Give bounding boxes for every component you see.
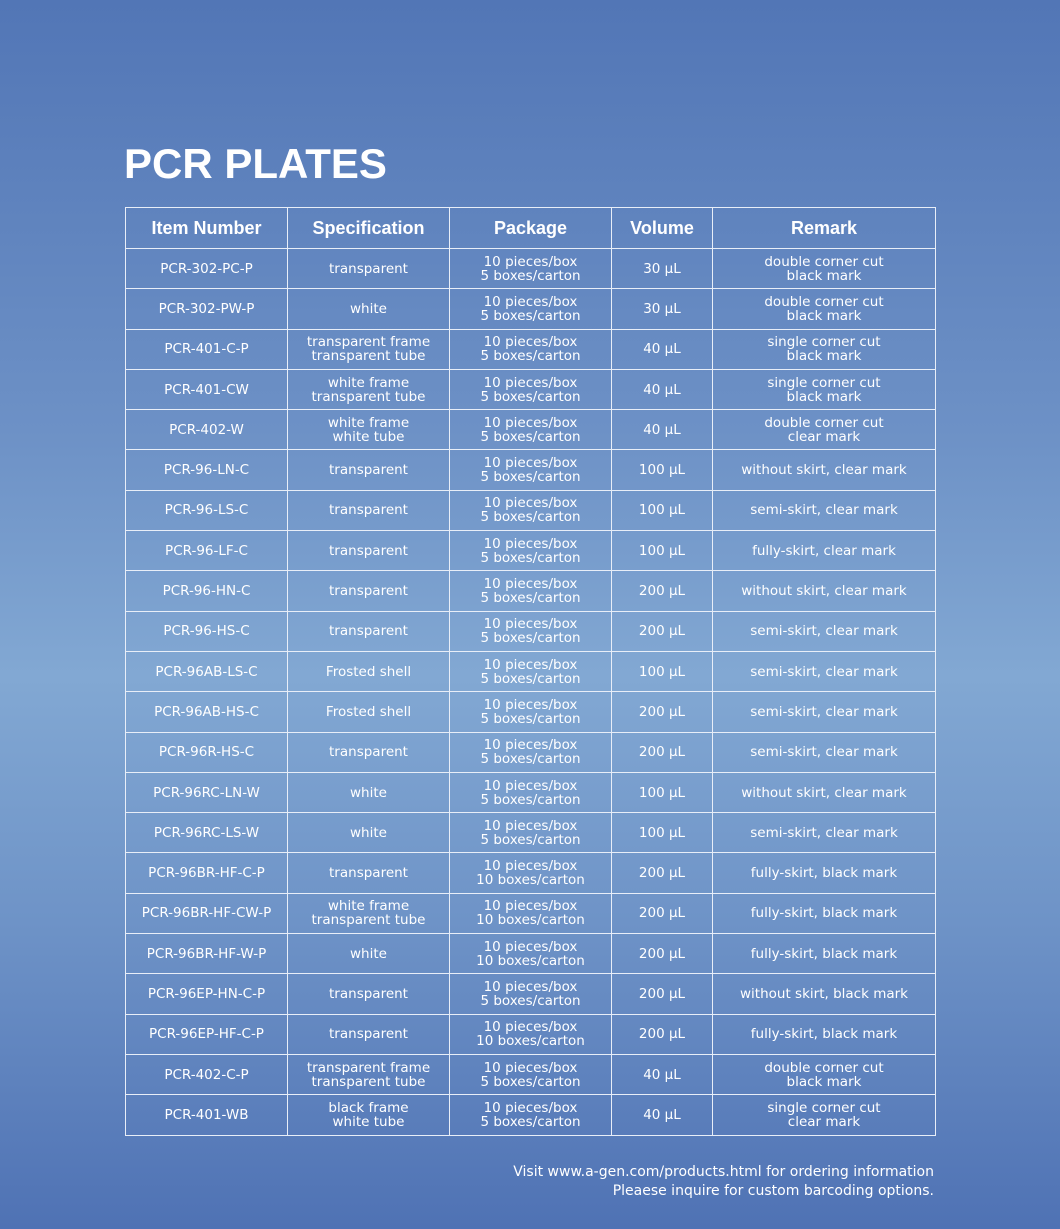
volume-cell: 30 μL xyxy=(612,249,713,289)
volume-cell: 100 μL xyxy=(612,450,713,490)
package-cell-line: 10 boxes/carton xyxy=(476,912,585,929)
specification-cell xyxy=(288,732,450,772)
remark-cell xyxy=(713,893,936,933)
remark-cell-line: semi-skirt, clear mark xyxy=(750,703,898,720)
specification-cell xyxy=(288,974,450,1014)
package-cell-line: 5 boxes/carton xyxy=(480,267,581,284)
volume-cell: 40 μL xyxy=(612,1054,713,1094)
table-row xyxy=(126,410,936,450)
table-row xyxy=(126,249,936,289)
item-number-cell: PCR-96RC-LN-W xyxy=(126,772,288,812)
table-row xyxy=(126,1054,936,1094)
remark-cell xyxy=(713,571,936,611)
pcr-plates-table xyxy=(125,207,936,1136)
volume-cell: 100 μL xyxy=(612,490,713,530)
specification-cell-line: transparent xyxy=(329,623,408,640)
package-cell xyxy=(450,611,612,651)
header-volume: Volume xyxy=(612,208,713,249)
table-row xyxy=(126,893,936,933)
item-number-cell: PCR-96-LF-C xyxy=(126,531,288,571)
package-cell-line: 10 pieces/box xyxy=(483,858,578,875)
package-cell-line: 10 pieces/box xyxy=(483,898,578,915)
specification-cell-line: white tube xyxy=(332,1113,405,1130)
volume-cell: 40 μL xyxy=(612,1095,713,1135)
specification-cell-line: Frosted shell xyxy=(325,663,412,680)
specification-cell-line: transparent tube xyxy=(311,348,426,365)
package-cell xyxy=(450,369,612,409)
package-cell-line: 10 pieces/box xyxy=(483,334,578,351)
package-cell-line: 5 boxes/carton xyxy=(480,791,581,808)
table-row xyxy=(126,732,936,772)
package-cell xyxy=(450,732,612,772)
volume-cell: 200 μL xyxy=(612,893,713,933)
remark-cell xyxy=(713,934,936,974)
remark-cell-line: fully-skirt, black mark xyxy=(750,865,898,882)
remark-cell xyxy=(713,289,936,329)
specification-cell xyxy=(288,1014,450,1054)
package-cell xyxy=(450,692,612,732)
volume-cell: 200 μL xyxy=(612,611,713,651)
volume-cell: 200 μL xyxy=(612,571,713,611)
volume-cell: 200 μL xyxy=(612,732,713,772)
specification-cell xyxy=(288,289,450,329)
remark-cell-line: black mark xyxy=(786,388,862,405)
remark-cell xyxy=(713,974,936,1014)
remark-cell-line: black mark xyxy=(786,348,862,365)
table-header-row xyxy=(126,208,936,249)
table-row xyxy=(126,289,936,329)
remark-cell xyxy=(713,1095,936,1135)
package-cell xyxy=(450,1054,612,1094)
package-cell xyxy=(450,813,612,853)
volume-cell: 100 μL xyxy=(612,813,713,853)
item-number-cell: PCR-96-HN-C xyxy=(126,571,288,611)
package-cell-line: 10 pieces/box xyxy=(483,696,578,713)
specification-cell xyxy=(288,853,450,893)
specification-cell-line: transparent xyxy=(329,744,408,761)
specification-cell xyxy=(288,1054,450,1094)
header-remark: Remark xyxy=(713,208,936,249)
specification-cell-line: transparent xyxy=(329,583,408,600)
remark-cell-line: fully-skirt, black mark xyxy=(750,905,898,922)
table-row xyxy=(126,934,936,974)
remark-cell-line: fully-skirt, black mark xyxy=(750,1026,898,1043)
package-cell xyxy=(450,531,612,571)
package-cell xyxy=(450,651,612,691)
volume-cell: 40 μL xyxy=(612,410,713,450)
remark-cell-line: semi-skirt, clear mark xyxy=(750,502,898,519)
volume-cell: 40 μL xyxy=(612,329,713,369)
remark-cell xyxy=(713,732,936,772)
package-cell-line: 10 pieces/box xyxy=(483,978,578,995)
package-cell-line: 10 boxes/carton xyxy=(476,1033,585,1050)
package-cell-line: 5 boxes/carton xyxy=(480,1113,581,1130)
remark-cell-line: semi-skirt, clear mark xyxy=(750,663,898,680)
package-cell-line: 5 boxes/carton xyxy=(480,992,581,1009)
header-specification: Specification xyxy=(288,208,450,249)
table-row xyxy=(126,692,936,732)
item-number-cell: PCR-302-PC-P xyxy=(126,249,288,289)
remark-cell-line: semi-skirt, clear mark xyxy=(750,744,898,761)
specification-cell xyxy=(288,249,450,289)
table-row xyxy=(126,1014,936,1054)
specification-cell-line: Frosted shell xyxy=(325,703,412,720)
specification-cell-line: white frame xyxy=(327,414,410,431)
table-row xyxy=(126,329,936,369)
specification-cell xyxy=(288,531,450,571)
specification-cell-line: transparent frame xyxy=(306,1059,431,1076)
table-row xyxy=(126,571,936,611)
package-cell-line: 5 boxes/carton xyxy=(480,1073,581,1090)
package-cell-line: 10 boxes/carton xyxy=(476,952,585,969)
remark-cell-line: single corner cut xyxy=(767,374,881,391)
item-number-cell: PCR-96EP-HF-C-P xyxy=(126,1014,288,1054)
item-number-cell: PCR-96RC-LS-W xyxy=(126,813,288,853)
remark-cell-line: double corner cut xyxy=(764,293,884,310)
remark-cell xyxy=(713,329,936,369)
item-number-cell: PCR-401-CW xyxy=(126,369,288,409)
package-cell xyxy=(450,1014,612,1054)
package-cell xyxy=(450,893,612,933)
footer-note xyxy=(513,1163,934,1201)
specification-cell-line: transparent xyxy=(329,865,408,882)
remark-cell-line: double corner cut xyxy=(764,414,884,431)
remark-cell xyxy=(713,611,936,651)
package-cell-line: 10 pieces/box xyxy=(483,253,578,270)
package-cell-line: 10 pieces/box xyxy=(483,777,578,794)
package-cell-line: 5 boxes/carton xyxy=(480,630,581,647)
package-cell-line: 10 pieces/box xyxy=(483,737,578,754)
volume-cell: 200 μL xyxy=(612,1014,713,1054)
item-number-cell: PCR-402-C-P xyxy=(126,1054,288,1094)
specification-cell xyxy=(288,369,450,409)
item-number-cell: PCR-96EP-HN-C-P xyxy=(126,974,288,1014)
specification-cell-line: white xyxy=(350,824,387,841)
package-cell-line: 10 pieces/box xyxy=(483,1019,578,1036)
table-row xyxy=(126,490,936,530)
specification-cell-line: white frame xyxy=(327,898,410,915)
specification-cell-line: white tube xyxy=(332,428,405,445)
footer-barcoding-note: Pleaese inquire for custom barcoding options. xyxy=(612,1183,934,1199)
package-cell-line: 10 pieces/box xyxy=(483,414,578,431)
volume-cell: 40 μL xyxy=(612,369,713,409)
volume-cell: 200 μL xyxy=(612,974,713,1014)
remark-cell-line: without skirt, clear mark xyxy=(741,462,907,479)
item-number-cell: PCR-96BR-HF-CW-P xyxy=(126,893,288,933)
footer-ordering-info: Visit www.a-gen.com/products.html for ordering information xyxy=(513,1164,934,1180)
package-cell-line: 5 boxes/carton xyxy=(480,590,581,607)
package-cell-line: 5 boxes/carton xyxy=(480,469,581,486)
header-item-number: Item Number xyxy=(126,208,288,249)
item-number-cell: PCR-96-HS-C xyxy=(126,611,288,651)
package-cell-line: 5 boxes/carton xyxy=(480,348,581,365)
package-cell-line: 10 pieces/box xyxy=(483,656,578,673)
remark-cell xyxy=(713,813,936,853)
remark-cell-line: double corner cut xyxy=(764,253,884,270)
package-cell-line: 5 boxes/carton xyxy=(480,549,581,566)
package-cell-line: 5 boxes/carton xyxy=(480,831,581,848)
remark-cell-line: without skirt, black mark xyxy=(740,985,908,1002)
remark-cell xyxy=(713,1054,936,1094)
item-number-cell: PCR-96-LS-C xyxy=(126,490,288,530)
package-cell xyxy=(450,853,612,893)
remark-cell-line: semi-skirt, clear mark xyxy=(750,623,898,640)
package-cell xyxy=(450,974,612,1014)
header-package: Package xyxy=(450,208,612,249)
remark-cell-line: clear mark xyxy=(787,1113,861,1130)
remark-cell-line: black mark xyxy=(786,307,862,324)
volume-cell: 200 μL xyxy=(612,692,713,732)
package-cell-line: 5 boxes/carton xyxy=(480,388,581,405)
package-cell-line: 10 pieces/box xyxy=(483,293,578,310)
specification-cell xyxy=(288,611,450,651)
remark-cell-line: black mark xyxy=(786,1073,862,1090)
remark-cell xyxy=(713,772,936,812)
table-row xyxy=(126,853,936,893)
package-cell xyxy=(450,450,612,490)
package-cell-line: 10 pieces/box xyxy=(483,616,578,633)
item-number-cell: PCR-401-C-P xyxy=(126,329,288,369)
remark-cell xyxy=(713,531,936,571)
package-cell-line: 10 pieces/box xyxy=(483,576,578,593)
package-cell-line: 10 pieces/box xyxy=(483,535,578,552)
specification-cell-line: white xyxy=(350,784,387,801)
package-cell xyxy=(450,249,612,289)
table-row xyxy=(126,772,936,812)
item-number-cell: PCR-96BR-HF-C-P xyxy=(126,853,288,893)
package-cell-line: 10 pieces/box xyxy=(483,1099,578,1116)
specification-cell xyxy=(288,450,450,490)
table-row xyxy=(126,369,936,409)
specification-cell xyxy=(288,772,450,812)
remark-cell-line: semi-skirt, clear mark xyxy=(750,824,898,841)
specification-cell xyxy=(288,692,450,732)
package-cell-line: 10 pieces/box xyxy=(483,495,578,512)
specification-cell xyxy=(288,1095,450,1135)
package-cell xyxy=(450,289,612,329)
specification-cell-line: black frame xyxy=(328,1099,409,1116)
specification-cell xyxy=(288,329,450,369)
package-cell-line: 10 pieces/box xyxy=(483,374,578,391)
package-cell xyxy=(450,934,612,974)
item-number-cell: PCR-401-WB xyxy=(126,1095,288,1135)
specification-cell-line: transparent frame xyxy=(306,334,431,351)
package-cell xyxy=(450,1095,612,1135)
specification-cell-line: transparent xyxy=(329,1026,408,1043)
item-number-cell: PCR-402-W xyxy=(126,410,288,450)
volume-cell: 30 μL xyxy=(612,289,713,329)
specification-cell-line: white xyxy=(350,945,387,962)
item-number-cell: PCR-96-LN-C xyxy=(126,450,288,490)
remark-cell xyxy=(713,410,936,450)
specification-cell-line: white frame xyxy=(327,374,410,391)
remark-cell-line: without skirt, clear mark xyxy=(741,583,907,600)
table-row xyxy=(126,974,936,1014)
package-cell-line: 10 pieces/box xyxy=(483,817,578,834)
remark-cell xyxy=(713,490,936,530)
package-cell-line: 5 boxes/carton xyxy=(480,710,581,727)
package-cell-line: 10 boxes/carton xyxy=(476,872,585,889)
remark-cell xyxy=(713,1014,936,1054)
specification-cell xyxy=(288,651,450,691)
specification-cell xyxy=(288,490,450,530)
volume-cell: 200 μL xyxy=(612,934,713,974)
package-cell-line: 10 pieces/box xyxy=(483,938,578,955)
package-cell-line: 5 boxes/carton xyxy=(480,428,581,445)
table-row xyxy=(126,611,936,651)
table-row xyxy=(126,651,936,691)
volume-cell: 200 μL xyxy=(612,853,713,893)
remark-cell-line: black mark xyxy=(786,267,862,284)
package-cell xyxy=(450,571,612,611)
specification-cell xyxy=(288,571,450,611)
package-cell xyxy=(450,772,612,812)
specification-cell-line: transparent xyxy=(329,502,408,519)
table-row xyxy=(126,1095,936,1135)
item-number-cell: PCR-96AB-HS-C xyxy=(126,692,288,732)
volume-cell: 100 μL xyxy=(612,772,713,812)
specification-cell-line: transparent tube xyxy=(311,388,426,405)
table-row xyxy=(126,450,936,490)
package-cell-line: 5 boxes/carton xyxy=(480,509,581,526)
volume-cell: 100 μL xyxy=(612,531,713,571)
remark-cell-line: fully-skirt, black mark xyxy=(750,945,898,962)
specification-cell-line: transparent xyxy=(329,985,408,1002)
remark-cell xyxy=(713,249,936,289)
specification-cell-line: transparent tube xyxy=(311,912,426,929)
volume-cell: 100 μL xyxy=(612,651,713,691)
remark-cell xyxy=(713,651,936,691)
page-title: PCR PLATES xyxy=(124,140,387,187)
remark-cell-line: clear mark xyxy=(787,428,861,445)
remark-cell xyxy=(713,853,936,893)
specification-cell xyxy=(288,934,450,974)
specification-cell xyxy=(288,410,450,450)
remark-cell xyxy=(713,369,936,409)
specification-cell-line: transparent xyxy=(329,462,408,479)
item-number-cell: PCR-96AB-LS-C xyxy=(126,651,288,691)
specification-cell-line: transparent xyxy=(329,542,408,559)
table-body xyxy=(126,249,936,1136)
remark-cell xyxy=(713,692,936,732)
table-row xyxy=(126,813,936,853)
remark-cell-line: single corner cut xyxy=(767,1099,881,1116)
package-cell-line: 5 boxes/carton xyxy=(480,670,581,687)
remark-cell xyxy=(713,450,936,490)
package-cell xyxy=(450,490,612,530)
package-cell-line: 5 boxes/carton xyxy=(480,307,581,324)
remark-cell-line: without skirt, clear mark xyxy=(741,784,907,801)
specification-cell xyxy=(288,893,450,933)
remark-cell-line: fully-skirt, clear mark xyxy=(752,542,896,559)
package-cell-line: 10 pieces/box xyxy=(483,1059,578,1076)
specification-cell-line: transparent tube xyxy=(311,1073,426,1090)
table-row xyxy=(126,531,936,571)
item-number-cell: PCR-96R-HS-C xyxy=(126,732,288,772)
remark-cell-line: double corner cut xyxy=(764,1059,884,1076)
item-number-cell: PCR-302-PW-P xyxy=(126,289,288,329)
package-cell-line: 10 pieces/box xyxy=(483,455,578,472)
item-number-cell: PCR-96BR-HF-W-P xyxy=(126,934,288,974)
specification-cell-line: transparent xyxy=(329,260,408,277)
package-cell xyxy=(450,410,612,450)
package-cell-line: 5 boxes/carton xyxy=(480,751,581,768)
specification-cell xyxy=(288,813,450,853)
package-cell xyxy=(450,329,612,369)
remark-cell-line: single corner cut xyxy=(767,334,881,351)
specification-cell-line: white xyxy=(350,300,387,317)
